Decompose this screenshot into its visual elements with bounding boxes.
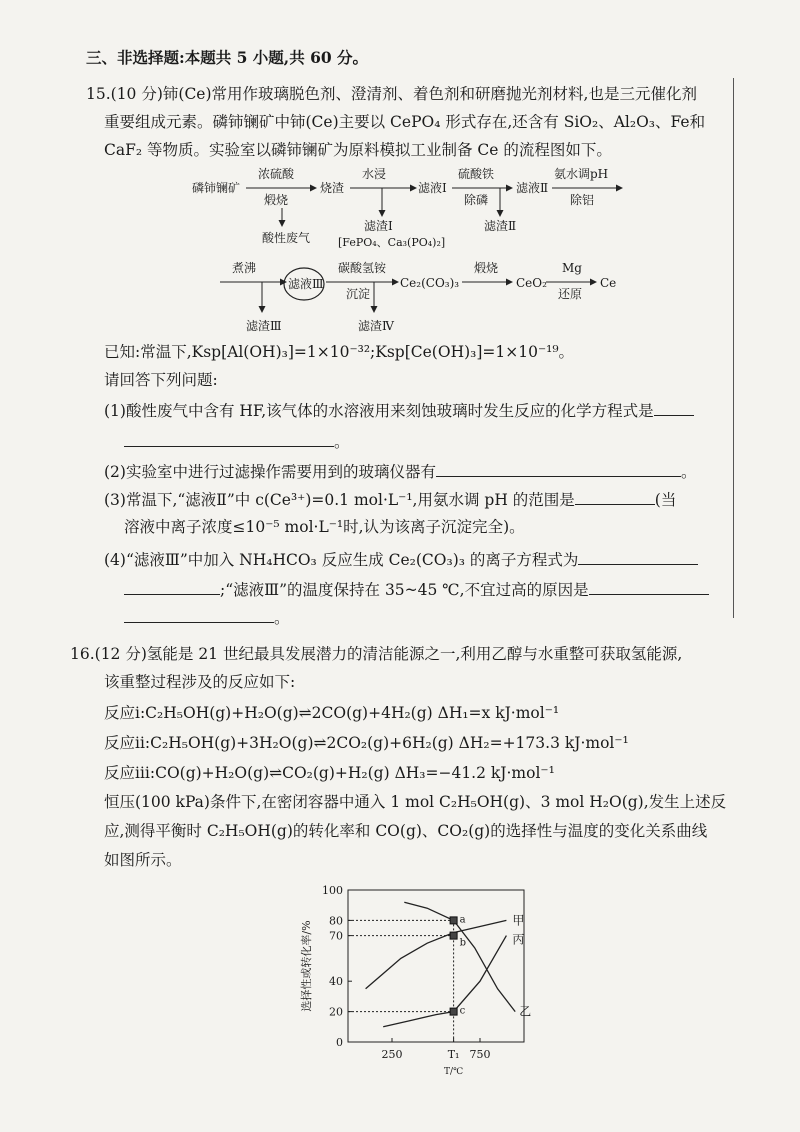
flow-boil: 煮沸 <box>232 261 257 275</box>
flow-ce: Ce <box>600 276 617 290</box>
flow-ammonia-ph: 氨水调pH <box>554 167 609 181</box>
answer-blank-1a[interactable] <box>654 399 694 416</box>
q15-p4c-row <box>124 606 290 629</box>
flow-residue3: 滤渣Ⅲ <box>246 319 282 333</box>
flow-residue2: 滤渣Ⅱ <box>484 219 517 233</box>
x-tick-label-1: T₁ <box>447 1048 460 1061</box>
point-label-b: b <box>459 937 467 949</box>
flow-water-leach: 水浸 <box>362 167 387 181</box>
flow-precip: 沉淀 <box>346 287 371 301</box>
series-label-2: 丙 <box>512 932 525 947</box>
q15-p2-row <box>104 460 696 483</box>
flow-residue1: 滤渣Ⅰ <box>364 219 393 233</box>
series-label-0: 甲 <box>512 913 525 928</box>
point-label-a: a <box>459 914 466 926</box>
section-header: 三、非选择题:本题共 5 小题,共 60 分。 <box>86 48 369 67</box>
point-c <box>450 1008 457 1015</box>
flow-residue1-note: [FePO₄、Ca₃(PO₄)₂] <box>338 236 446 249</box>
q15-p2-end: 。 <box>680 463 697 481</box>
x-tick-label-2: 750 <box>469 1048 491 1061</box>
flow-dephos: 除磷 <box>464 193 489 207</box>
q16-r3: 反应ⅲ:CO(g)+H₂O(g)⇌CO₂(g)+H₂(g) ΔH₃=−41.2 kJ·mol⁻¹ <box>104 764 555 782</box>
flow-residue-roast: 烧渣 <box>320 181 345 195</box>
q15-p3a-row <box>104 488 676 511</box>
q15-p4c: 。 <box>274 609 290 627</box>
q15-p4b-row <box>124 578 709 601</box>
q15-p3a: (3)常温下,“滤液Ⅱ”中 c(Ce³⁺)=0.1 mol·L⁻¹,用氨水调 pH 的范围是 <box>104 491 575 509</box>
q15-p4a-row <box>104 548 698 571</box>
answer-blank-4b[interactable] <box>124 578 220 595</box>
answer-blank-1b[interactable] <box>124 430 334 447</box>
q15-p2: (2)实验室中进行过滤操作需要用到的玻璃仪器有 <box>104 463 436 481</box>
q16-line3: 恒压(100 kPa)条件下,在密闭容器中通入 1 mol C₂H₅OH(g)、3 mol H₂O(g),发生上述反 <box>104 793 727 811</box>
q15-line2: 重要组成元素。磷铈镧矿中铈(Ce)主要以 CePO₄ 形式存在,还含有 SiO₂、Al₂O₃、Fe和 <box>104 113 706 131</box>
y-tick-label-4: 80 <box>329 914 343 928</box>
series-line-0 <box>366 920 507 988</box>
flow-nh4hco3: 碳酸氢铵 <box>338 261 387 275</box>
q15-p4b: ;“滤液Ⅲ”的温度保持在 35~45 ℃,不宜过高的原因是 <box>220 581 589 599</box>
q15-prompt: 请回答下列问题: <box>104 371 218 389</box>
answer-blank-4c[interactable] <box>589 578 709 595</box>
flow-mg: Mg <box>562 261 582 275</box>
q16-r1: 反应ⅰ:C₂H₅OH(g)+H₂O(g)⇌2CO(g)+4H₂(g) ΔH₁=x kJ·mol⁻¹ <box>104 704 560 722</box>
flow-calcine: 煅烧 <box>474 261 499 275</box>
y-tick-label-1: 20 <box>329 1005 343 1019</box>
q15-p3a-end: (当 <box>654 491 677 509</box>
y-axis-label: 选择性或转化率/% <box>300 920 313 1012</box>
q15-p1a-row <box>104 399 694 422</box>
selectivity-chart <box>290 878 540 1094</box>
flow-reduce: 还原 <box>558 287 583 301</box>
answer-blank-2[interactable] <box>436 460 681 477</box>
flow-ce2co3: Ce₂(CO₃)₃ <box>400 276 460 290</box>
flow-filtrate2: 滤液Ⅱ <box>516 181 549 195</box>
q16-line5: 如图所示。 <box>104 851 182 869</box>
q15-line3: CaF₂ 等物质。实验室以磷铈镧矿为原料模拟工业制备 Ce 的流程图如下。 <box>104 141 612 159</box>
point-b <box>450 932 457 939</box>
answer-blank-3[interactable] <box>575 488 655 505</box>
q16-line2: 该重整过程涉及的反应如下: <box>104 673 296 691</box>
q15-p1b-row <box>124 430 350 453</box>
x-tick-label-0: 250 <box>381 1048 403 1061</box>
q15-p4a: (4)“滤液Ⅲ”中加入 NH₄HCO₃ 反应生成 Ce₂(CO₃)₃ 的离子方程式为 <box>104 551 579 569</box>
q16-r2: 反应ⅱ:C₂H₅OH(g)+3H₂O(g)⇌2CO₂(g)+6H₂(g) ΔH₂=+173.3 kJ·mol⁻¹ <box>104 734 629 752</box>
q15-p3b: 溶液中离子浓度≤10⁻⁵ mol·L⁻¹时,认为该离子沉淀完全)。 <box>124 518 525 536</box>
flow-acid: 浓硫酸 <box>258 167 295 181</box>
y-tick-label-3: 70 <box>329 929 343 943</box>
q15-p1a: (1)酸性废气中含有 HF,该气体的水溶液用来刻蚀玻璃时发生反应的化学方程式是 <box>104 402 654 420</box>
q16-line4: 应,测得平衡时 C₂H₅OH(g)的转化率和 CO(g)、CO₂(g)的选择性与温度的变化关系曲线 <box>104 822 708 840</box>
q15-line1: 15.(10 分)铈(Ce)常用作玻璃脱色剂、澄清剂、着色剂和研磨抛光剂材料,也是三元催化剂 <box>86 85 697 103</box>
flow-filtrate1: 滤液Ⅰ <box>418 181 447 195</box>
flow-chart <box>190 166 640 346</box>
margin-rule <box>733 78 734 618</box>
x-axis-label: T/℃ <box>444 1067 464 1077</box>
flow-dealum: 除铝 <box>570 193 595 207</box>
q15-known: 已知:常温下,Ksp[Al(OH)₃]=1×10⁻³²;Ksp[Ce(OH)₃]=1×10⁻¹⁹。 <box>104 343 575 361</box>
flow-ceo2: CeO₂ <box>516 276 547 290</box>
flow-residue4: 滤渣Ⅳ <box>358 319 394 333</box>
point-a <box>450 917 457 924</box>
series-label-1: 乙 <box>519 1004 532 1019</box>
flow-ore: 磷铈镧矿 <box>192 181 241 195</box>
y-tick-label-0: 0 <box>336 1036 343 1049</box>
answer-blank-4a[interactable] <box>578 548 698 565</box>
flow-acid-gas: 酸性废气 <box>262 231 311 245</box>
q15-p1b: 。 <box>334 433 350 451</box>
q16-line1: 16.(12 分)氢能是 21 世纪最具发展潜力的清洁能源之一,利用乙醇与水重整可获取氢能源, <box>70 645 683 663</box>
answer-blank-4d[interactable] <box>124 606 274 623</box>
point-label-c: c <box>459 1005 466 1017</box>
flow-roast: 煅烧 <box>264 193 289 207</box>
y-tick-label-5: 100 <box>322 884 343 897</box>
flow-ferric-sulfate: 硫酸铁 <box>458 167 495 181</box>
flow-filtrate3: 滤液Ⅲ <box>288 277 324 291</box>
y-tick-label-2: 40 <box>329 975 343 989</box>
series-line-2 <box>383 936 506 1027</box>
